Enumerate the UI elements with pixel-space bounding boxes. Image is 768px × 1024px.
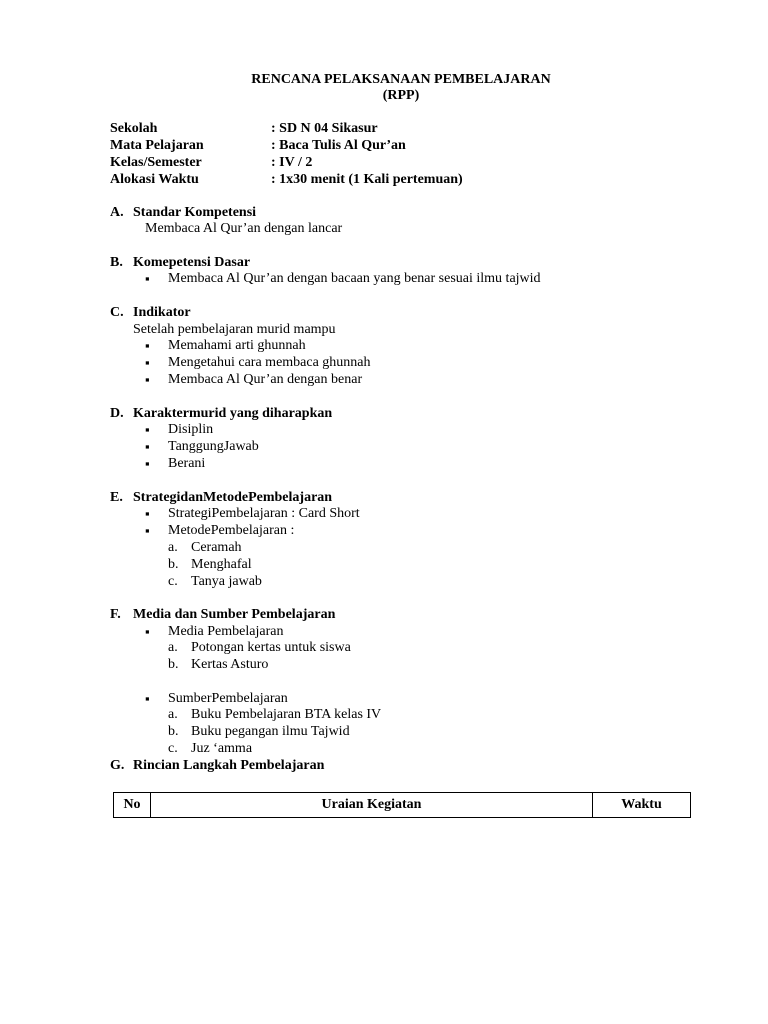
media-item: Kertas Asturo (191, 657, 269, 672)
identity-value-time: : 1x30 menit (1 Kali pertemuan) (271, 172, 463, 187)
section-c-text: Setelah pembelajaran murid mampu (133, 322, 336, 337)
section-a-text: Membaca Al Qur’an dengan lancar (145, 221, 343, 236)
activity-table (113, 792, 691, 818)
method-marker: b. (168, 557, 179, 572)
list-item: ▪ Disiplin (168, 421, 213, 438)
media-item: Potongan kertas untuk siswa (191, 640, 351, 655)
section-c-letter: C. (110, 305, 124, 320)
section-d-letter: D. (110, 406, 124, 421)
section-e-letter: E. (110, 490, 123, 505)
media-marker: b. (168, 657, 179, 672)
table-header-activity: Uraian Kegiatan (151, 793, 593, 818)
method-marker: c. (168, 574, 178, 589)
list-item: ▪ Membaca Al Qur’an dengan benar (168, 371, 362, 388)
identity-value-subject: : Baca Tulis Al Qur’an (271, 138, 406, 153)
source-item: Buku Pembelajaran BTA kelas IV (191, 707, 382, 722)
section-f-heading: Media dan Sumber Pembelajaran (133, 607, 336, 622)
section-b-heading: Komepetensi Dasar (133, 255, 251, 270)
list-item: ▪ Mengetahui cara membaca ghunnah (168, 354, 371, 371)
document-title: RENCANA PELAKSANAAN PEMBELAJARAN (251, 72, 551, 87)
table-header-no: No (114, 793, 151, 818)
section-a-letter: A. (110, 205, 124, 220)
list-item: ▪ StrategiPembelajaran : Card Short (168, 505, 360, 522)
identity-value-class: : IV / 2 (271, 155, 313, 170)
list-item: ▪ Memahami arti ghunnah (168, 337, 306, 354)
source-item: Juz ‘amma (191, 741, 253, 756)
table-header-time: Waktu (593, 793, 691, 818)
source-marker: b. (168, 724, 179, 739)
identity-label-school: Sekolah (110, 121, 158, 136)
section-b-letter: B. (110, 255, 123, 270)
list-item: ▪ Media Pembelajaran (168, 623, 283, 640)
media-marker: a. (168, 640, 178, 655)
source-marker: c. (168, 741, 178, 756)
identity-label-time: Alokasi Waktu (110, 172, 199, 187)
section-e-heading: StrategidanMetodePembelajaran (133, 490, 333, 505)
section-f-letter: F. (110, 607, 121, 622)
section-g-letter: G. (110, 758, 125, 773)
method-item: Ceramah (191, 540, 242, 555)
section-c-heading: Indikator (133, 305, 191, 320)
section-g-heading: Rincian Langkah Pembelajaran (133, 758, 325, 773)
identity-label-subject: Mata Pelajaran (110, 138, 204, 153)
list-item: ▪ SumberPembelajaran (168, 690, 288, 707)
identity-label-class: Kelas/Semester (110, 155, 202, 170)
method-marker: a. (168, 540, 178, 555)
source-marker: a. (168, 707, 178, 722)
section-a-heading: Standar Kompetensi (133, 205, 257, 220)
list-item: ▪ Berani (168, 455, 205, 472)
method-item: Tanya jawab (191, 574, 262, 589)
section-d-heading: Karaktermurid yang diharapkan (133, 406, 333, 421)
method-item: Menghafal (191, 557, 252, 572)
table-header-row (114, 793, 691, 818)
document-subtitle: (RPP) (382, 88, 420, 103)
list-item: ▪ Membaca Al Qur’an dengan bacaan yang benar sesuai ilmu tajwid (168, 270, 541, 287)
list-item: ▪ TanggungJawab (168, 438, 259, 455)
identity-value-school: : SD N 04 Sikasur (271, 121, 378, 136)
source-item: Buku pegangan ilmu Tajwid (191, 724, 350, 739)
list-item: ▪ MetodePembelajaran : (168, 522, 294, 539)
